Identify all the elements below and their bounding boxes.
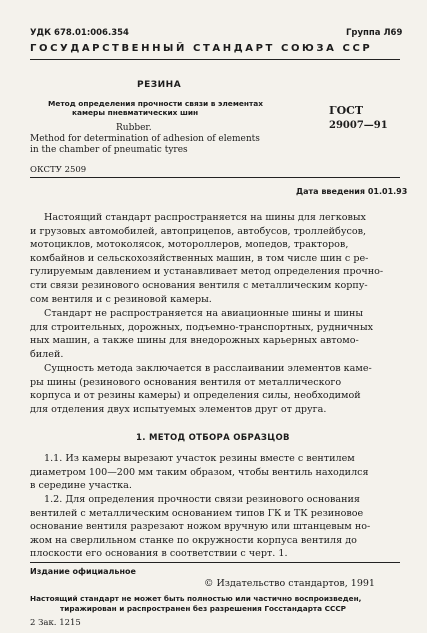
text-line: билей. [30,348,64,360]
okstu-code: ОКСТУ 2509 [30,165,87,175]
text-line: мотоциклов, мотоколясок, мотороллеров, мопедов, тракторов, [30,239,349,251]
paragraph-scope [30,211,400,306]
title-en-line1: Rubber. [116,123,152,133]
header-rule [30,59,400,60]
text-line: для строительных, дорожных, подъемно-транспортных, рудничных [30,321,373,333]
document-subject: РЕЗИНА [137,80,182,90]
udk-code: УДК 678.01:006.354 [30,28,129,38]
title-rule [30,177,400,178]
standard-title: ГОСУДАРСТВЕННЫЙ СТАНДАРТ СОЮЗА ССР [30,43,373,54]
text-line: основание вентиля разрезают ножом вручную или штанцевым но- [30,521,371,533]
paragraph-method-essence [30,362,400,416]
text-line: для отделения двух испытуемых элементов друг от друга. [30,403,327,415]
text-line: плоскости его основания в соответствии с черт. 1. [30,548,288,560]
official-edition: Издание официальное [30,567,136,576]
introduction-date: Дата введения 01.01.93 [296,187,408,196]
text-line: диаметром 100—200 мм таким образом, чтобы вентиль находился [30,466,369,478]
section-heading: 1. МЕТОД ОТБОРА ОБРАЗЦОВ [136,433,290,443]
text-line: 1.2. Для определения прочности связи резинового основания [44,494,360,505]
title-ru-line2: камеры пневматических шин [72,108,199,117]
title-en-line3: in the chamber of pneumatic tyres [30,145,188,155]
copyright-notice: © Издательство стандартов, 1991 [204,578,375,589]
text-line: Настоящий стандарт распространяется на шины для легковых [44,212,366,223]
title-en-line2: Method for determination of adhesion of elements [30,134,260,144]
text-line: ры шины (резинового основания вентиля от металлического [30,376,342,388]
title-ru-line1: Метод определения прочности связи в элементах [48,99,264,108]
text-line: жом на сверлильном станке по окружности корпуса вентиля до [30,534,357,546]
paragraph-1-1 [30,452,400,493]
text-line: Стандарт не распространяется на авиационные шины и шины [44,308,364,319]
text-line: корпуса и от резины камеры) и определения силы, необходимой [30,390,361,402]
text-line: и грузовых автомобилей, автоприцепов, автобусов, троллейбусов, [30,225,367,237]
text-line: 1.1. Из камеры вырезают участок резины вместе с вентилем [44,453,355,464]
text-line: сом вентиля и с резиновой камеры. [30,293,212,305]
text-line: Сущность метода заключается в расслаивании элементов каме- [44,363,372,374]
text-line: ных машин, а также шины для внедорожных карьерных автомо- [30,335,359,347]
text-line: в середине участка. [30,480,132,492]
text-line: сти связи резинового основания вентиля с металлическим корпу- [30,279,368,291]
order-number: 2 Зак. 1215 [30,618,81,628]
reproduction-notice-line1: Настоящий стандарт не может быть полностью или частично воспроизведен, [30,594,362,603]
reproduction-notice-line2: тиражирован и распространен без разрешения Госстандарта СССР [60,604,347,613]
text-line: гулируемым давлением и устанавливает метод определения прочно- [30,266,384,278]
text-line: комбайнов и сельскохозяйственных машин, в том числе шин с ре- [30,252,369,264]
gost-label: ГОСТ [329,104,364,117]
paragraph-exclusions [30,307,400,361]
gost-number: 29007—91 [329,120,388,131]
paragraph-1-2 [30,493,400,561]
footer-rule [30,562,400,563]
text-line: вентилей с металлическим основанием типов ГК и ТК резиновое [30,507,364,519]
group-code: Группа Л69 [346,28,403,38]
